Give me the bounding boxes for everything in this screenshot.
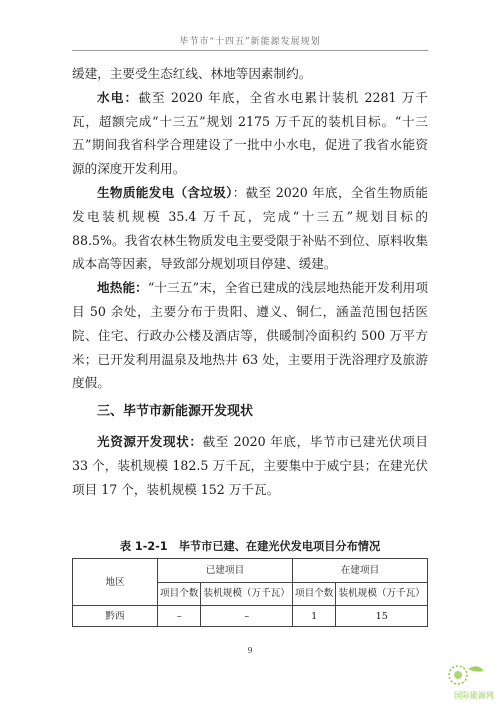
built-header: 已建项目 — [158, 559, 293, 583]
paragraph-lead: 生物质能发电（含垃圾） — [97, 184, 233, 200]
section-heading: 三、毕节市新能源开发现状 — [97, 404, 254, 420]
solar-projects-table — [72, 558, 428, 627]
building-capacity-cell: 15 — [336, 606, 428, 627]
paragraph-text: ：截至 2020 年底，全省生物质能发电装机规模 35.4 万千瓦，完成“十三五”规划目标的 88.5%。我省农林生物质发电主要受限于补贴不到位、原料收集成本高等因素，导致部分规划项目停建、缓建。 — [72, 184, 429, 272]
table-row — [73, 606, 428, 627]
paragraph-geothermal — [72, 276, 428, 395]
paragraph-lead: 地热能： — [97, 280, 148, 296]
built-capacity-cell: – — [201, 606, 293, 627]
watermark-text: 国际能源网 — [454, 691, 494, 700]
table-title: 表 1-2-1 毕节市已建、在建光伏发电项目分布情况 — [119, 540, 381, 553]
building-count-header: 项目个数 — [292, 582, 335, 606]
built-capacity-header: 装机规模（万千瓦） — [201, 582, 293, 606]
page-header: 毕节市“十四五”新能源发展规划 — [179, 37, 321, 47]
paragraph-text: “十三五”末，全省已建成的浅层地热能开发利用项目 50 余处，主要分布于贵阳、遵义、铜仁，涵盖范围包括医院、住宅、行政办公楼及酒店等，供暖制冷面积约 500 万平方米；已开发利用温泉及地热井 63 处，主要用于洗浴理疗及旅游度假。 — [72, 280, 428, 391]
paragraph-continuation — [72, 62, 428, 86]
header-divider — [72, 50, 428, 51]
page-number: 9 — [247, 646, 253, 655]
paragraph-hydropower — [72, 86, 428, 181]
paragraph-text: 截至 2020 年底，毕节市已建光伏项目 33 个，装机规模 182.5 万千瓦，主要集中于威宁县；在建光伏项目 17 个，装机规模 152 万千瓦。 — [72, 433, 428, 497]
paragraph-lead: 光资源开发现状： — [97, 433, 203, 449]
paragraph-text: 截至 2020 年底，全省水电累计装机 2281 万千瓦，超额完成“十三五”规划 2175 万千瓦的装机目标。“十三五”期间我省科学合理建设了一批中小水电，促进了我省水能资源的深度开发利用。 — [72, 89, 429, 177]
built-count-cell: – — [158, 606, 201, 627]
building-capacity-header: 装机规模（万千瓦） — [336, 582, 428, 606]
paragraph-biomass — [72, 181, 428, 276]
region-cell: 黔西 — [73, 606, 158, 627]
table-header-row — [73, 559, 428, 583]
region-header: 地区 — [73, 559, 158, 606]
building-count-cell: 1 — [292, 606, 335, 627]
body-text — [72, 62, 428, 501]
paragraph-lead: 水电： — [97, 89, 139, 105]
building-header: 在建项目 — [292, 559, 427, 583]
paragraph-text: 缓建，主要受生态红线、林地等因素制约。 — [72, 66, 312, 81]
paragraph-solar — [72, 430, 428, 501]
built-count-header: 项目个数 — [158, 582, 201, 606]
